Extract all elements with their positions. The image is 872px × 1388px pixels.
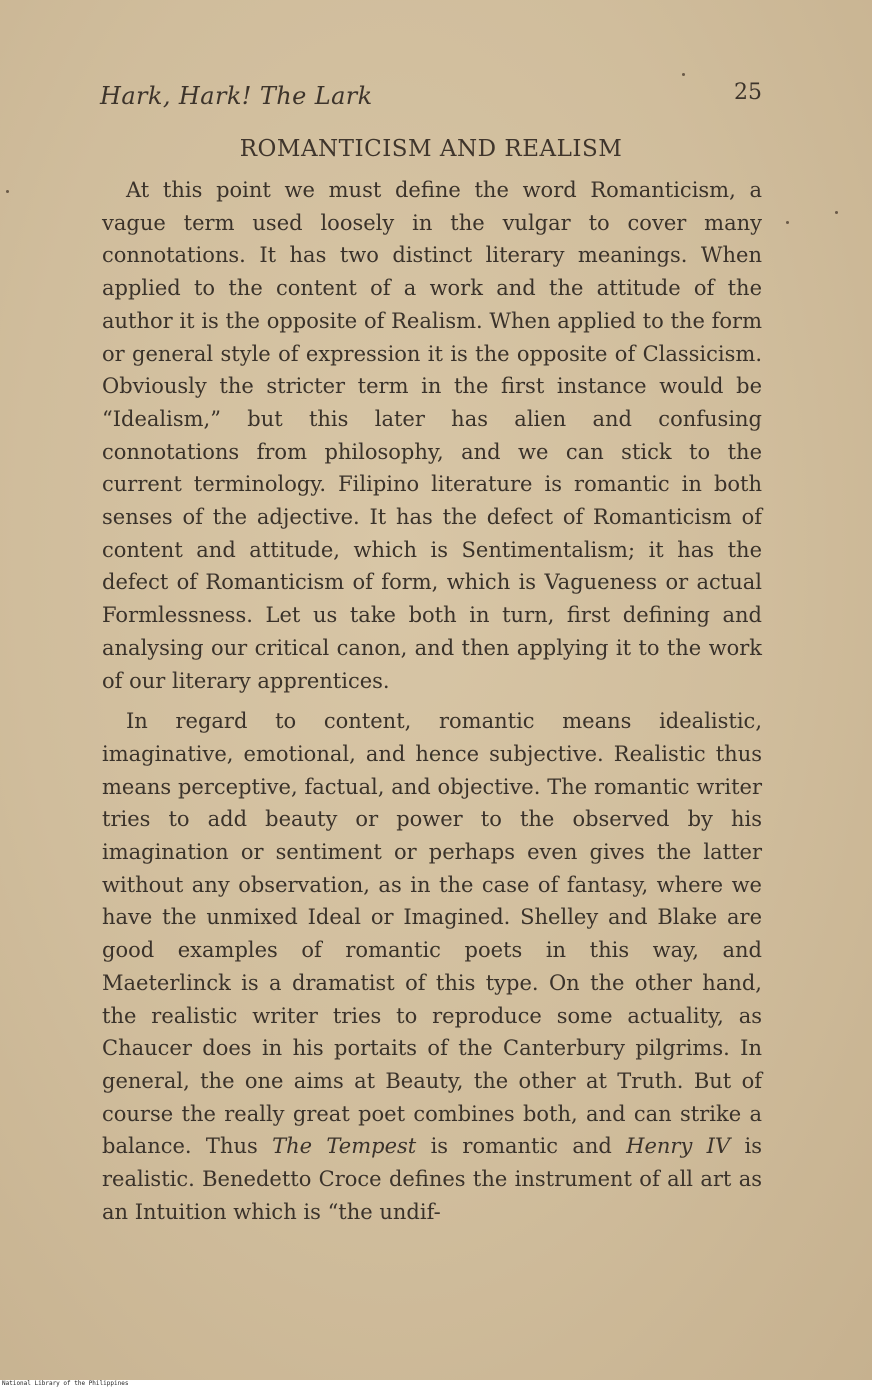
body-text [102, 174, 762, 1229]
title-henry-iv: Henry IV [626, 1134, 731, 1159]
paragraph-2-part-3: is realistic. Benedetto Croce defines the instrument of all art as an Intuition which is “the undif- [102, 1134, 762, 1224]
section-title: ROMANTICISM AND REALISM [239, 136, 623, 162]
paper-speck [786, 221, 789, 224]
paper-speck [6, 190, 9, 193]
title-the-tempest: The Tempest [272, 1134, 417, 1159]
paper-speck [835, 211, 838, 214]
paragraph-2 [102, 705, 762, 1228]
footer-strip [0, 1380, 872, 1388]
page-number: 25 [734, 80, 762, 105]
paragraph-2-part-1: In regard to content, romantic means idealistic, imaginative, emotional, and hence subjective. Realistic thus means perceptive, factual, and objective. The romantic writer tries to add beauty or power to the observed by his imagination or sentiment or perhaps even gives the latter without any observation, as in the case of fantasy, where we have the unmixed Ideal or Imagined. Shelley and Blake are good examples of romantic poets in this way, and Maeterlinck is a dramatist of this type. On the other hand, the realistic writer tries to reproduce some actuality, as Chaucer does in his portaits of the Canterbury pilgrims. In general, the one aims at Beauty, the other at Truth. But of course the really great poet combines both, and can strike a balance. Thus [102, 709, 762, 1159]
running-title: Hark, Hark! The Lark [100, 82, 373, 110]
paragraph-2-part-2: is romantic and [416, 1134, 627, 1159]
footer-credit: National Library of the Philippines [2, 1380, 129, 1387]
paper-speck [682, 73, 685, 76]
running-head [100, 82, 762, 114]
paragraph-1: At this point we must define the word Romanticism, a vague term used loosely in the vulgar to cover many connotations. It has two distinct literary meanings. When applied to the content of a work and the attitude of the author it is the opposite of Realism. When applied to the form or general style of expression it is the opposite of Classicism. Obviously the stricter term in the first instance would be “Idealism,” but this later has alien and confusing connotations from philosophy, and we can stick to the current terminology. Filipino literature is romantic in both senses of the adjective. It has the defect of Romanticism of content and attitude, which is Sentimentalism; it has the defect of Romanticism of form, which is Vagueness or actual Formlessness. Let us take both in turn, first defining and analysing our critical canon, and then applying it to the work of our literary apprentices. [102, 178, 762, 693]
